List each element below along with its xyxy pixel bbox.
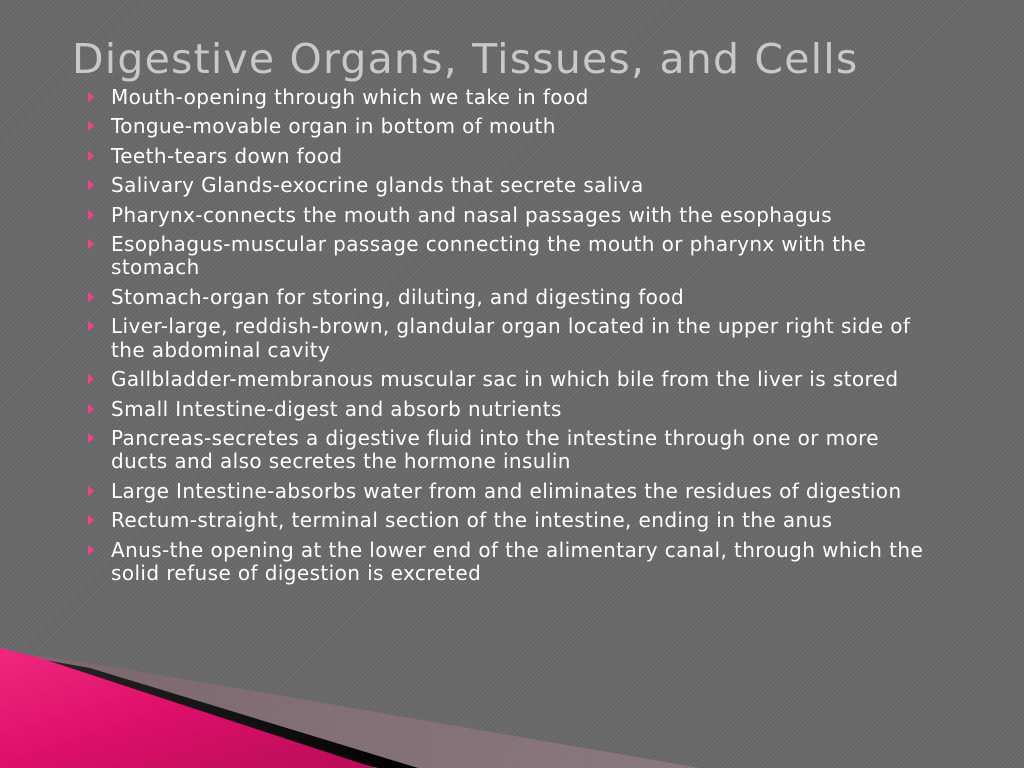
list-item xyxy=(84,145,924,169)
triangle-arrow-bullet-icon xyxy=(86,318,96,334)
list-item xyxy=(84,539,924,586)
list-item xyxy=(84,174,924,198)
bullet-text: Liver-large, reddish-brown, glandular organ located in the upper right side of the abdominal cavity xyxy=(111,314,911,362)
triangle-arrow-bullet-icon xyxy=(86,177,96,193)
bullet-text: Esophagus-muscular passage connecting the mouth or pharynx with the stomach xyxy=(111,231,867,280)
list-item xyxy=(84,315,924,362)
list-item xyxy=(84,427,924,474)
bullet-list xyxy=(84,86,924,591)
list-item xyxy=(84,480,924,504)
triangle-arrow-bullet-icon xyxy=(86,236,96,252)
bullet-text: Salivary Glands-exocrine glands that secrete saliva xyxy=(111,173,644,198)
bullet-text: Pharynx-connects the mouth and nasal passages with the esophagus xyxy=(111,202,833,227)
triangle-arrow-bullet-icon xyxy=(86,371,96,387)
list-item xyxy=(84,509,924,533)
ribbon-mauve xyxy=(0,650,700,768)
bullet-text: Anus-the opening at the lower end of the alimentary canal, through which the solid refuse of digestion is excreted xyxy=(111,537,924,586)
bullet-text: Mouth-opening through which we take in food xyxy=(111,85,589,109)
ribbon-black xyxy=(0,652,418,768)
bullet-text: Tongue-movable organ in bottom of mouth xyxy=(111,114,556,139)
bullet-text: Rectum-straight, terminal section of the intestine, ending in the anus xyxy=(111,508,833,533)
list-item xyxy=(84,368,924,392)
triangle-arrow-bullet-icon xyxy=(86,148,96,164)
triangle-arrow-bullet-icon xyxy=(86,430,96,446)
list-item xyxy=(84,204,924,228)
bullet-text: Gallbladder-membranous muscular sac in which bile from the liver is stored xyxy=(111,367,899,392)
triangle-arrow-bullet-icon xyxy=(86,289,96,305)
list-item xyxy=(84,86,924,110)
triangle-arrow-bullet-icon xyxy=(86,401,96,417)
triangle-arrow-bullet-icon xyxy=(86,483,96,499)
ribbon-pink xyxy=(0,648,375,768)
list-item xyxy=(84,286,924,310)
list-item xyxy=(84,233,924,280)
list-item xyxy=(84,398,924,422)
triangle-arrow-bullet-icon xyxy=(86,118,96,134)
triangle-arrow-bullet-icon xyxy=(86,89,96,105)
list-item xyxy=(84,115,924,139)
triangle-arrow-bullet-icon xyxy=(86,512,96,528)
bullet-text: Small Intestine-digest and absorb nutrients xyxy=(111,396,562,421)
triangle-arrow-bullet-icon xyxy=(86,542,96,558)
bullet-text: Stomach-organ for storing, diluting, and digesting food xyxy=(111,284,685,309)
triangle-arrow-bullet-icon xyxy=(86,207,96,223)
bullet-text: Large Intestine-absorbs water from and eliminates the residues of digestion xyxy=(111,478,902,503)
slide-title: Digestive Organs, Tissues, and Cells xyxy=(72,35,859,83)
bullet-text: Pancreas-secretes a digestive fluid into the intestine through one or more ducts and also secretes the hormone insulin xyxy=(111,425,879,474)
bullet-text: Teeth-tears down food xyxy=(111,143,343,168)
